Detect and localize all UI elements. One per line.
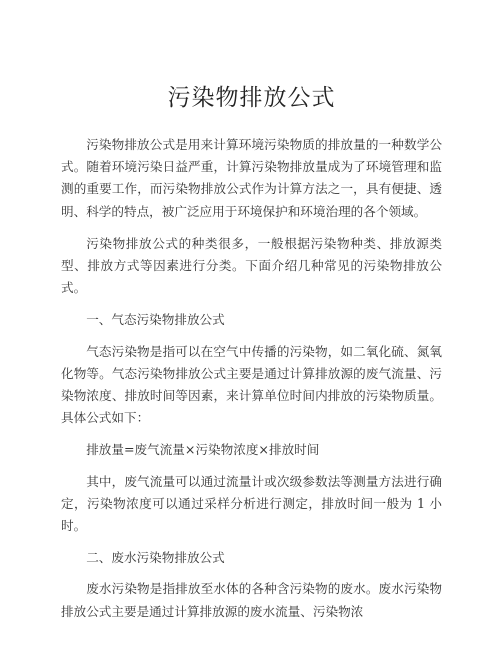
section-heading-wastewater: 二、废水污染物排放公式 bbox=[86, 550, 225, 566]
gas-formula: 排放量=废气流量×污染物浓度×排放时间 bbox=[86, 442, 320, 458]
wastewater-description-paragraph: 废水污染物是指排放至水体的各种含污染物的废水。废水污染物排放公式主要是通过计算排放源的废水流量、污染物浓 bbox=[61, 581, 442, 619]
intro-paragraph: 污染物排放公式是用来计算环境污染物质的排放量的一种数学公式。随着环境污染日益严重，计算污染物排放量成为了环境管理和监测的重要工作，而污染物排放公式作为计算方法之一，具有便捷、透明、科学的特点，被广泛应用于环境保护和环境治理的各个领域。 bbox=[61, 137, 442, 219]
classification-paragraph: 污染物排放公式的种类很多，一般根据污染物种类、排放源类型、排放方式等因素进行分类。下面介绍几种常见的污染物排放公式。 bbox=[61, 235, 442, 296]
gas-explanation-paragraph: 其中，废气流量可以通过流量计或次级参数法等测量方法进行确定，污染物浓度可以通过采样分析进行测定，排放时间一般为 1 小时。 bbox=[61, 473, 442, 534]
document-title: 污染物排放公式 bbox=[167, 85, 336, 111]
section-heading-gas: 一、气态污染物排放公式 bbox=[86, 312, 225, 328]
gas-description-paragraph: 气态污染物是指可以在空气中传播的污染物，如二氧化硫、氮氧化物等。气态污染物排放公式主要是通过计算排放源的废气流量、污染物浓度、排放时间等因素，来计算单位时间内排放的污染物质量。具体公式如下： bbox=[61, 343, 442, 426]
